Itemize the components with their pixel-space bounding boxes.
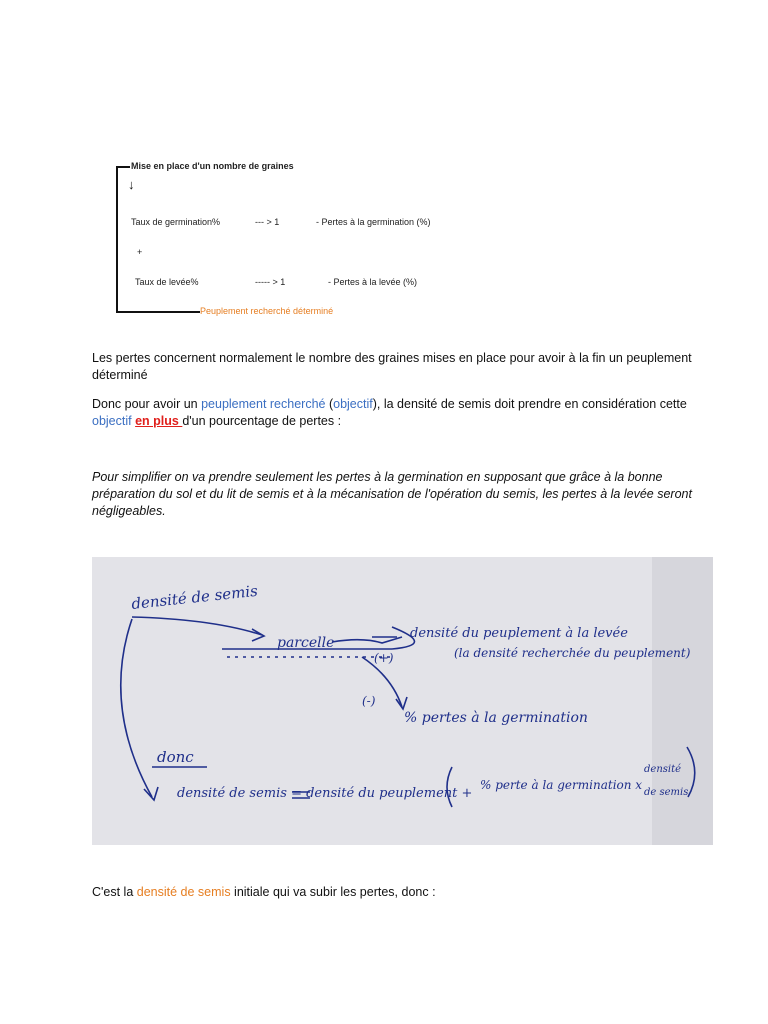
hand-seed-density: densité de semis	[130, 581, 259, 613]
germination-ratio: --- > 1	[255, 217, 280, 227]
paragraph-simplification: Pour simplifier on va prendre seulement les pertes à la germination en supposant que grâce à la bonne préparation du sol et du lit de semis et à la mécanisation de l'opération du semis, les pertes à la levée seront négligeables.	[92, 470, 692, 518]
diagram-bracket-bottom	[116, 311, 200, 313]
text-segment: Donc pour avoir un	[92, 397, 202, 411]
hand-formula-density: densité	[644, 764, 682, 775]
highlight-seed-density: densité de semis	[136, 885, 231, 899]
hand-donc: donc	[157, 748, 194, 766]
germination-rate-label: Taux de germination%	[131, 217, 221, 227]
highlight-en-plus: en plus	[135, 414, 183, 428]
hand-formula-right: % perte à la germination x	[480, 778, 643, 792]
hand-formula-seeding: de semis	[644, 787, 689, 798]
hand-plus: (+)	[374, 651, 394, 665]
text-segment: ), la densité de semis doit prendre en considération cette	[372, 397, 687, 411]
emergence-rate-label: Taux de levée%	[135, 277, 199, 287]
text-segment: C'est la	[92, 885, 137, 899]
plus-sign: +	[137, 247, 143, 257]
target-population-label: Peuplement recherché déterminé	[200, 306, 334, 316]
hand-germination-losses: % pertes à la germination	[404, 710, 588, 726]
diagram-bracket-top	[116, 166, 130, 168]
highlight-target-population: peuplement recherché	[201, 397, 326, 411]
handwritten-notes-svg	[92, 557, 713, 845]
diagram-bracket-line	[116, 166, 118, 313]
diagram-title: Mise en place d'un nombre de graines	[131, 161, 294, 171]
paragraph-losses: Les pertes concernent normalement le nombre des graines mises en place pour avoir à la fin un peuplement déterminé	[92, 351, 692, 382]
hand-minus: (-)	[362, 694, 376, 708]
paragraph-initial-density	[92, 884, 692, 901]
down-arrow-icon: ↓	[128, 177, 135, 192]
text-segment: (	[325, 397, 334, 411]
emergence-loss: - Pertes à la levée (%)	[328, 277, 418, 287]
germination-loss: - Pertes à la germination (%)	[316, 217, 431, 227]
paragraph-objective	[92, 396, 692, 430]
hand-stand-density: densité du peuplement à la levée	[410, 626, 628, 641]
hand-formula-left: densité de semis = densité du peuplement +	[177, 786, 473, 801]
handwritten-formula-photo	[92, 557, 713, 845]
hand-target-density: (la densité recherchée du peuplement)	[454, 646, 691, 660]
hand-plot: parcelle	[277, 635, 335, 651]
text-segment: initiale qui va subir les pertes, donc :	[230, 885, 436, 899]
text-segment: d'un pourcentage de pertes :	[182, 414, 342, 428]
highlight-objective-2: objectif	[92, 414, 132, 428]
emergence-ratio: ----- > 1	[255, 277, 286, 287]
highlight-objective: objectif	[333, 397, 373, 411]
